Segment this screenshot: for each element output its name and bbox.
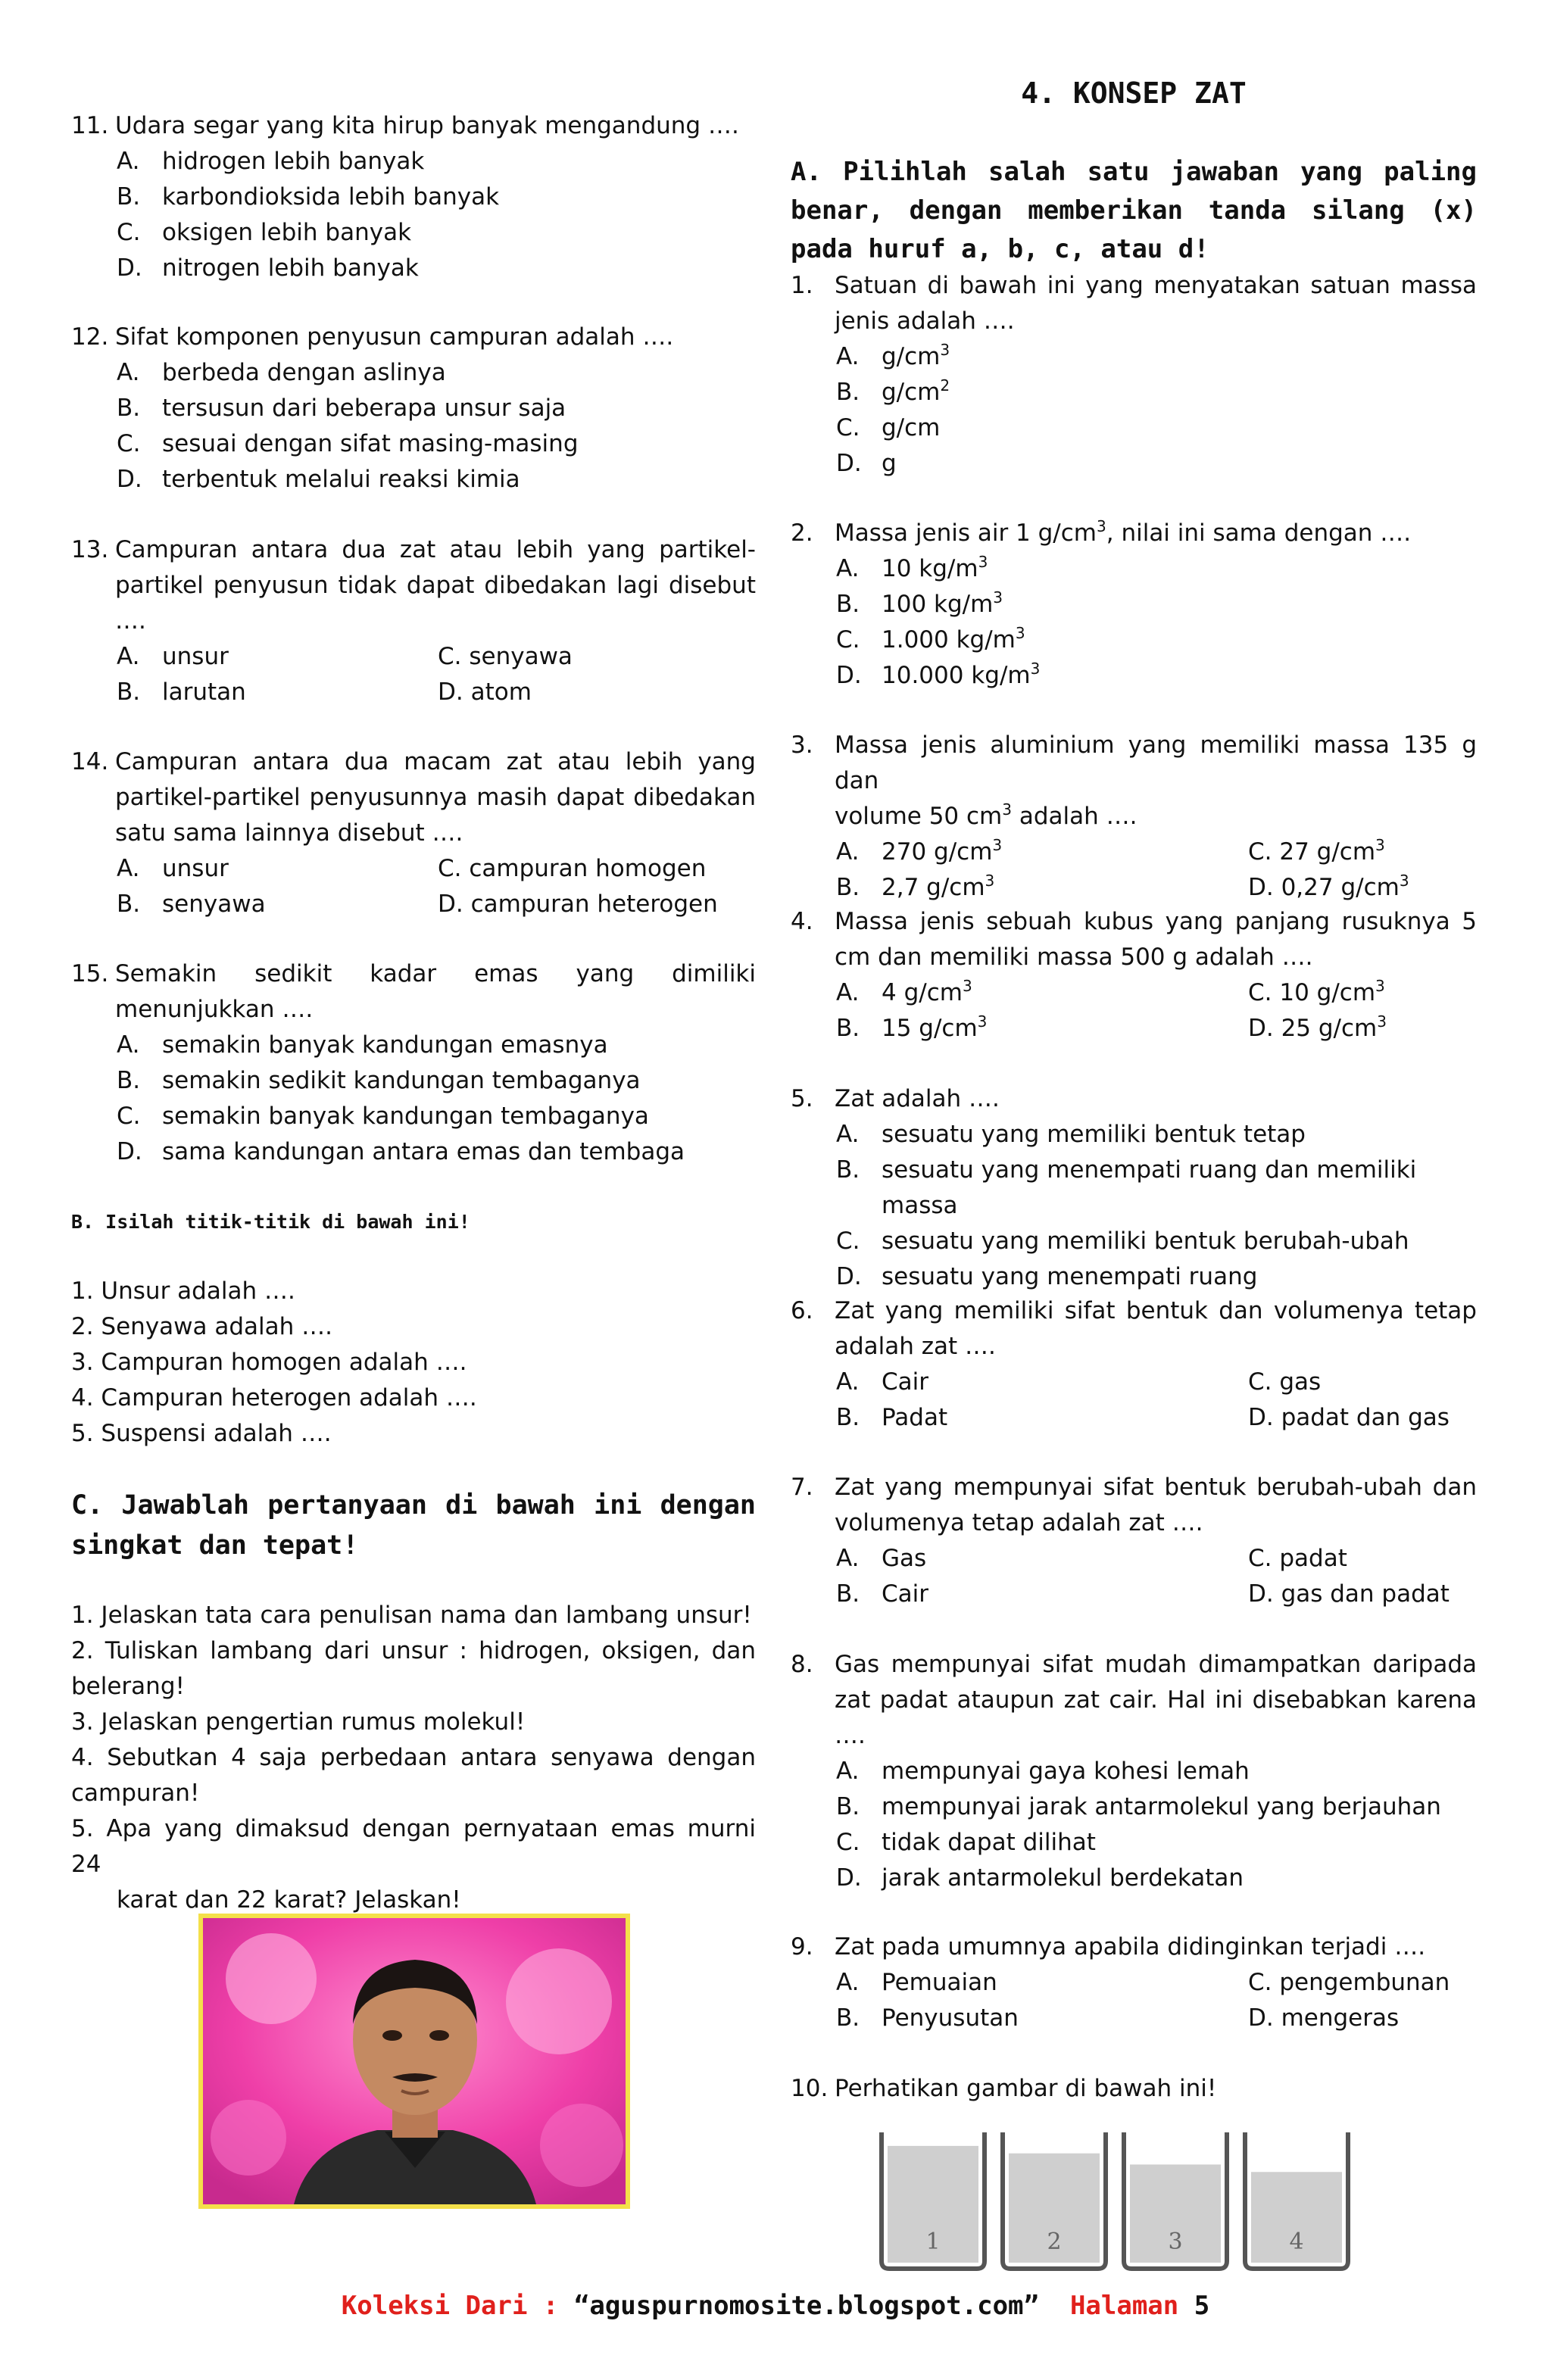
chapter-heading: 4. KONSEP ZAT [1021,76,1247,110]
option-text: C. campuran homogen [438,855,707,882]
superscript: 3 [1375,836,1385,854]
footer-site: “aguspurnomosite.blogspot.com” [573,2291,1039,2321]
option-letter: A. [836,1545,860,1572]
question-stem: Massa jenis sebuah kubus yang panjang rusuknya 5 cm dan memiliki massa 500 g adalah …. [835,908,1477,971]
question-3 [791,728,1477,906]
option-text: 2,7 g/cm [882,874,985,901]
option-letter: B. [117,183,141,211]
option-text: g/cm [882,379,941,406]
question-14 [71,744,756,922]
question-number: 3. [791,731,813,759]
superscript: 3 [1030,660,1041,678]
option-text: g/cm [882,343,941,370]
fill-blank-item: 4. Campuran heterogen adalah …. [71,1384,477,1411]
option-text: oksigen lebih banyak [162,219,412,246]
beaker-2 [1003,2132,1106,2269]
question-10 [791,2071,1477,2107]
option-letter: D. [117,466,142,493]
option-text: Cair [882,1368,928,1396]
option-letter: C. [117,219,141,246]
author-portrait-image [203,1918,626,2204]
option-letter: A. [836,343,860,370]
question-number: 7. [791,1474,813,1501]
superscript: 3 [1097,517,1106,535]
option-letter: B. [836,1156,860,1184]
superscript: 3 [1015,624,1025,642]
option-letter: B. [117,678,141,706]
option-text: semakin banyak kandungan tembaganya [162,1103,649,1130]
option-letter: D. [836,662,862,689]
option-letter: B. [836,1793,860,1820]
question-number: 8. [791,1651,813,1678]
option-letter: D. [117,254,142,282]
beaker-label: 4 [1289,2229,1304,2255]
option-text: 10 kg/m [882,555,978,582]
option-letter: C. [836,414,860,441]
section-b-list [71,1274,756,1452]
footer-halaman: Halaman [1069,2291,1179,2321]
option-text: nitrogen lebih banyak [162,254,419,282]
question-stem-end: , nilai ini sama dengan …. [1106,519,1412,547]
question-stem: Zat adalah …. [835,1085,1000,1112]
option-text: D. campuran heterogen [438,891,718,918]
superscript: 3 [962,977,972,995]
superscript: 2 [940,376,950,395]
question-stem: Massa jenis aluminium yang memiliki massa 135 g dan [835,731,1477,794]
fill-blank-item: 3. Campuran homogen adalah …. [71,1349,467,1376]
question-stem: Zat yang mempunyai sifat bentuk berubah-ubah dan volumenya tetap adalah zat …. [835,1474,1477,1536]
option-text: tersusun dari beberapa unsur saja [162,395,566,422]
option-text: D. mengeras [1248,2004,1400,2032]
option-letter: A. [117,643,140,670]
essay-item: 3. Jelaskan pengertian rumus molekul! [71,1708,526,1736]
option-letter: A. [836,1758,860,1785]
option-text: D. 25 g/cm [1248,1015,1378,1042]
superscript: 3 [978,553,988,571]
option-letter: B. [836,2004,860,2032]
question-number: 14. [71,748,109,775]
superscript: 3 [985,872,995,890]
question-stem: Massa jenis air 1 g/cm [835,519,1097,547]
superscript: 3 [1375,977,1385,995]
option-text: 270 g/cm [882,838,993,866]
option-letter: B. [117,395,141,422]
option-letter: B. [836,1404,860,1431]
essay-item: 4. Sebutkan 4 saja perbedaan antara senyawa dengan campuran! [71,1744,756,1807]
superscript: 3 [1002,800,1012,819]
question-1 [791,268,1477,482]
question-stem: Semakin sedikit kadar emas yang dimiliki menunjukkan …. [115,960,756,1023]
option-text: sesuai dengan sifat masing-masing [162,430,579,457]
section-c-list [71,1598,756,1918]
option-text: g/cm [882,414,941,441]
option-text: sama kandungan antara emas dan tembaga [162,1138,685,1165]
option-text: hidrogen lebih banyak [162,148,425,175]
section-a-instruction: A. Pilihlah salah satu jawaban yang paling benar, dengan memberikan tanda silang (x) pada huruf a, b, c, atau d! [791,157,1477,264]
option-text: C. padat [1248,1545,1347,1572]
option-letter: C. [836,1227,860,1255]
option-text: 10.000 kg/m [882,662,1031,689]
question-stem: Udara segar yang kita hirup banyak mengandung …. [115,112,739,139]
question-number: 10. [791,2075,829,2102]
question-stem: Satuan di bawah ini yang menyatakan satuan massa jenis adalah …. [835,272,1477,335]
footer-koleksi: Koleksi Dari [341,2291,528,2321]
question-stem: volume 50 cm [835,803,1003,830]
option-letter: D. [836,1263,862,1290]
question-number: 5. [791,1085,813,1112]
option-text: D. gas dan padat [1248,1580,1450,1608]
option-letter: B. [836,874,860,901]
option-text: Pemuaian [882,1969,997,1996]
question-number: 6. [791,1297,813,1324]
option-text: unsur [162,855,229,882]
option-letter: A. [836,1368,860,1396]
option-text: sesuatu yang memiliki bentuk tetap [882,1121,1306,1148]
option-letter: D. [836,1864,862,1892]
question-stem: Campuran antara dua zat atau lebih yang partikel-partikel penyusun tidak dapat dibedakan lagi disebut …. [115,536,756,635]
option-letter: C. [836,626,860,653]
page-footer [0,2288,1551,2324]
question-number: 9. [791,1933,813,1960]
option-text: sesuatu yang memiliki bentuk berubah-ubah [882,1227,1409,1255]
option-text: semakin banyak kandungan emasnya [162,1031,608,1059]
author-photo [198,1914,630,2209]
option-text: Padat [882,1404,948,1431]
option-text: sesuatu yang menempati ruang dan memiliki massa [882,1156,1417,1219]
option-letter: A. [836,1121,860,1148]
section-b-title: B. Isilah titik-titik di bawah ini! [71,1211,470,1233]
option-letter: C. [836,1829,860,1856]
fill-blank-item: 5. Suspensi adalah …. [71,1420,332,1447]
option-text: semakin sedikit kandungan tembaganya [162,1067,641,1094]
option-text: terbentuk melalui reaksi kimia [162,466,520,493]
option-letter: B. [836,1580,860,1608]
essay-item-continuation: karat dan 22 karat? Jelaskan! [117,1886,461,1914]
option-text: karbondioksida lebih banyak [162,183,500,211]
option-letter: B. [117,891,141,918]
question-stem: Gas mempunyai sifat mudah dimampatkan daripada zat padat ataupun zat cair. Hal ini disebabkan karena …. [835,1651,1477,1749]
question-13 [71,532,756,710]
option-text: C. 27 g/cm [1248,838,1376,866]
option-text: C. pengembunan [1248,1969,1450,1996]
question-number: 13. [71,536,109,563]
question-5 [791,1081,1477,1295]
option-text: mempunyai jarak antarmolekul yang berjauhan [882,1793,1441,1820]
footer-page-number: 5 [1194,2291,1210,2321]
option-text: g [882,450,897,477]
superscript: 3 [993,588,1003,607]
question-stem: Zat pada umumnya apabila didinginkan terjadi …. [835,1933,1426,1960]
question-stem: Zat yang memiliki sifat bentuk dan volumenya tetap adalah zat …. [835,1297,1477,1360]
footer-colon: : [542,2291,559,2321]
option-letter: A. [836,1969,860,1996]
option-text: D. atom [438,678,532,706]
beaker-figure [878,2126,1356,2278]
option-text: berbeda dengan aslinya [162,359,446,386]
option-letter: A. [836,555,860,582]
question-number: 1. [791,272,813,299]
option-letter: B. [836,379,860,406]
option-text: larutan [162,678,246,706]
beaker-4 [1245,2132,1348,2269]
question-11 [71,108,756,286]
option-letter: A. [117,1031,140,1059]
option-letter: A. [117,855,140,882]
question-stem: Campuran antara dua macam zat atau lebih yang partikel-partikel penyusunnya masih dapat dibedakan satu sama lainnya disebut …. [115,748,756,847]
section-c-title: C. Jawablah pertanyaan di bawah ini dengan singkat dan tepat! [71,1490,756,1561]
essay-item: 1. Jelaskan tata cara penulisan nama dan lambang unsur! [71,1602,752,1629]
option-letter: A. [117,148,140,175]
beaker-3 [1124,2132,1227,2269]
superscript: 3 [1377,1012,1387,1031]
option-letter: B. [117,1067,141,1094]
option-text: sesuatu yang menempati ruang [882,1263,1258,1290]
question-number: 4. [791,908,813,935]
option-text: 4 g/cm [882,979,963,1006]
beaker-label: 3 [1168,2229,1183,2255]
question-stem-end: adalah …. [1011,803,1138,830]
option-letter: B. [836,591,860,618]
question-7 [791,1470,1477,1612]
fill-blank-item: 1. Unsur adalah …. [71,1277,295,1305]
option-letter: A. [836,979,860,1006]
fill-blank-item: 2. Senyawa adalah …. [71,1313,333,1340]
option-letter: A. [836,838,860,866]
question-4 [791,904,1477,1047]
question-15 [71,956,756,1170]
option-text: unsur [162,643,229,670]
superscript: 3 [940,341,950,359]
option-letter: C. [117,1103,141,1130]
beaker-label: 1 [925,2229,941,2255]
essay-item: 5. Apa yang dimaksud dengan pernyataan emas murni 24 [71,1815,756,1878]
option-text: senyawa [162,891,266,918]
superscript: 3 [1399,872,1409,890]
question-8 [791,1647,1477,1896]
option-text: C. 10 g/cm [1248,979,1376,1006]
question-stem: Sifat komponen penyusun campuran adalah …. [115,323,674,351]
option-text: mempunyai gaya kohesi lemah [882,1758,1250,1785]
question-number: 2. [791,519,813,547]
option-text: jarak antarmolekul berdekatan [882,1864,1244,1892]
superscript: 3 [992,836,1003,854]
beaker-1 [882,2132,985,2269]
question-number: 15. [71,960,109,987]
essay-item: 2. Tuliskan lambang dari unsur : hidrogen, oksigen, dan belerang! [71,1637,756,1700]
option-text: D. 0,27 g/cm [1248,874,1400,901]
question-2 [791,516,1477,694]
question-number: 11. [71,112,109,139]
option-text: 1.000 kg/m [882,626,1016,653]
option-letter: B. [836,1015,860,1042]
option-text: Penyusutan [882,2004,1019,2032]
option-letter: D. [117,1138,142,1165]
option-text: C. senyawa [438,643,573,670]
option-text: tidak dapat dilihat [882,1829,1096,1856]
option-text: 100 kg/m [882,591,994,618]
option-text: C. gas [1248,1368,1322,1396]
question-6 [791,1293,1477,1436]
option-letter: D. [836,450,862,477]
question-9 [791,1929,1477,2036]
superscript: 3 [977,1012,988,1031]
question-stem: Perhatikan gambar di bawah ini! [835,2075,1217,2102]
option-letter: C. [117,430,141,457]
question-12 [71,320,756,498]
question-number: 12. [71,323,109,351]
option-text: Gas [882,1545,927,1572]
option-text: 15 g/cm [882,1015,978,1042]
option-text: D. padat dan gas [1248,1404,1450,1431]
option-letter: A. [117,359,140,386]
option-text: Cair [882,1580,928,1608]
beaker-label: 2 [1047,2229,1062,2255]
